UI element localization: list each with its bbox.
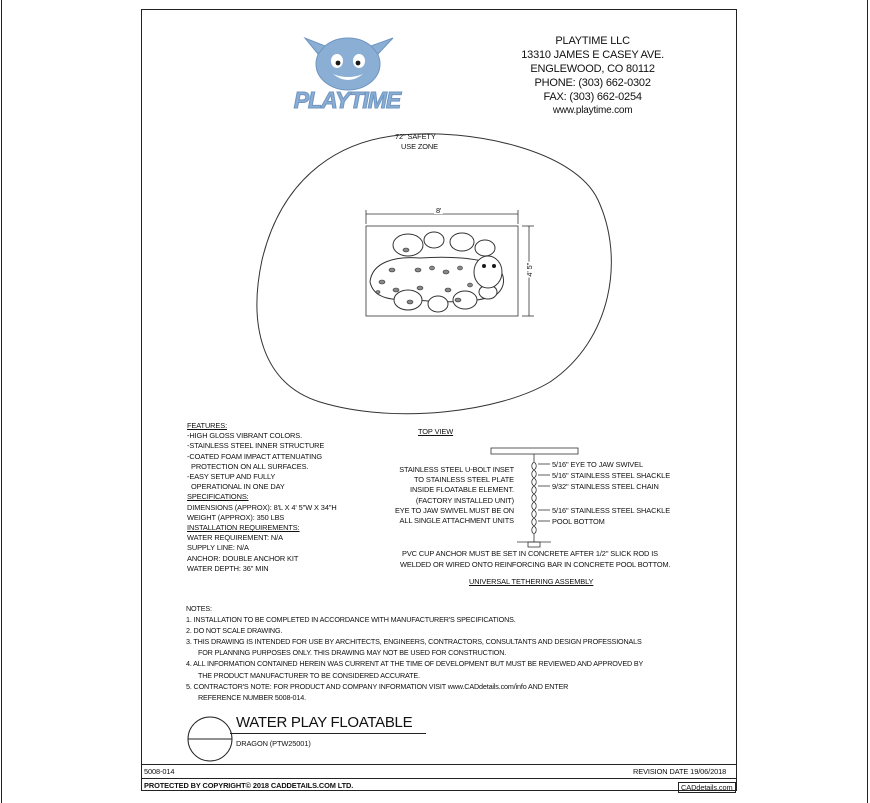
note-line: 4. ALL INFORMATION CONTAINED HEREIN WAS CURRENT AT THE TIME OF DEVELOPMENT BUT MUST BE REVIEWED AND APPROVED BY [186, 659, 644, 669]
note-line: 5. CONTRACTOR'S NOTE: FOR PRODUCT AND COMPANY INFORMATION VISIT www.CADdetails.com/info AND ENTER [186, 681, 569, 691]
notes-heading: NOTES: [186, 604, 212, 613]
installation-item: WATER REQUIREMENT: N/A [187, 533, 283, 543]
tether-note-1: PVC CUP ANCHOR MUST BE SET IN CONCRETE AFTER 1/2" SLICK ROD IS [402, 549, 658, 558]
logo-wordmark: PLAYTIME [293, 87, 401, 113]
company-address-1: 13310 JAMES E CASEY AVE. [521, 49, 664, 61]
installation-item: WATER DEPTH: 36" MIN [187, 563, 269, 573]
tether-label: INSIDE FLOATABLE ELEMENT. [409, 485, 514, 495]
tether-right-label: 5/16" STAINLESS STEEL SHACKLE [552, 506, 671, 515]
spec-item: WEIGHT (APPROX): 350 LBS [187, 512, 285, 522]
title-underline [230, 733, 426, 734]
features-heading: FEATURES: [187, 421, 228, 430]
tether-right-label: 9/32" STAINLESS STEEL CHAIN [552, 482, 659, 491]
company-phone: PHONE: (303) 662-0302 [534, 77, 651, 89]
tether-label: STAINLESS STEEL U-BOLT INSET [399, 465, 514, 474]
drawing-title: WATER PLAY FLOATABLE [236, 714, 413, 731]
width-dimension-label: 8' [436, 206, 442, 215]
caddetails-label: CADdetails.com [678, 782, 736, 793]
note-line: REFERENCE NUMBER 5008-014. [198, 692, 306, 702]
feature-item: -EASY SETUP AND FULLY [187, 472, 276, 482]
feature-item: -HIGH GLOSS VIBRANT COLORS. [187, 431, 303, 441]
feature-item: OPERATIONAL IN ONE DAY [191, 482, 285, 492]
tether-right-label: 5/16" EYE TO JAW SWIVEL [552, 460, 643, 469]
tether-label: ALL SINGLE ATTACHMENT UNITS [399, 516, 514, 526]
depth-dimension-label: 4' 5" [525, 262, 535, 277]
title-block-top-rule [141, 764, 737, 765]
tether-label: TO STAINLESS STEEL PLATE [413, 475, 514, 485]
feature-item: -STAINLESS STEEL INNER STRUCTURE [187, 441, 325, 451]
feature-item: PROTECTION ON ALL SURFACES. [191, 461, 309, 471]
note-line: FOR PLANNING PURPOSES ONLY. THIS DRAWING MAY NOT BE USED FOR CONSTRUCTION. [198, 648, 507, 658]
note-line: THE PRODUCT MANUFACTURER TO BE CONSIDERED ACCURATE. [198, 670, 420, 680]
tether-label: (FACTORY INSTALLED UNIT) [415, 495, 514, 505]
spec-item: DIMENSIONS (APPROX): 8'L X 4' 5"W X 34"H [187, 502, 337, 512]
safety-zone-label-2: USE ZONE [401, 142, 438, 151]
specifications-heading: SPECIFICATIONS: [187, 492, 249, 502]
company-website: www.playtime.com [552, 105, 633, 116]
company-name: PLAYTIME LLC [555, 35, 630, 47]
installation-item: ANCHOR: DOUBLE ANCHOR KIT [187, 553, 299, 563]
installation-item: SUPPLY LINE: N/A [187, 543, 249, 553]
drawing-number: 5008-014 [144, 767, 175, 776]
title-symbol [186, 715, 234, 763]
company-fax: FAX: (303) 662-0254 [543, 91, 642, 103]
tether-left-labels [387, 465, 514, 526]
drawing-subtitle: DRAGON (PTW25001) [236, 739, 311, 748]
tether-caption: UNIVERSAL TETHERING ASSEMBLY [469, 577, 594, 586]
notes-block [186, 603, 643, 703]
note-line: 2. DO NOT SCALE DRAWING. [186, 626, 283, 636]
safety-zone-label-1: 72" SAFETY [395, 132, 436, 141]
tether-label: EYE TO JAW SWIVEL MUST BE ON [394, 505, 514, 515]
note-line: 3. THIS DRAWING IS INTENDED FOR USE BY ARCHITECTS, ENGINEERS, CONTRACTORS, CONSULTANTS AND DESIGN PROFESSIONALS [186, 637, 642, 647]
tether-right-label: 5/16" STAINLESS STEEL SHACKLE [552, 471, 671, 480]
company-address-2: ENGLEWOOD, CO 80112 [530, 63, 655, 75]
title-block-bottom-rule [141, 778, 737, 779]
revision-date: REVISION DATE 19/06/2018 [633, 767, 727, 776]
tether-note-2: WELDED OR WIRED ONTO REINFORCING BAR IN CONCRETE POOL BOTTOM. [400, 560, 671, 569]
note-line: 1. INSTALLATION TO BE COMPLETED IN ACCORDANCE WITH MANUFACTURER'S SPECIFICATIONS. [186, 615, 516, 625]
feature-item: -COATED FOAM IMPACT ATTENUATING [187, 451, 322, 461]
installation-heading: INSTALLATION REQUIREMENTS: [187, 523, 300, 533]
copyright-notice: PROTECTED BY COPYRIGHT© 2018 CADDETAILS.COM LTD. [144, 781, 354, 790]
top-view-caption: TOP VIEW [418, 427, 454, 436]
tether-right-label: POOL BOTTOM [552, 517, 605, 526]
